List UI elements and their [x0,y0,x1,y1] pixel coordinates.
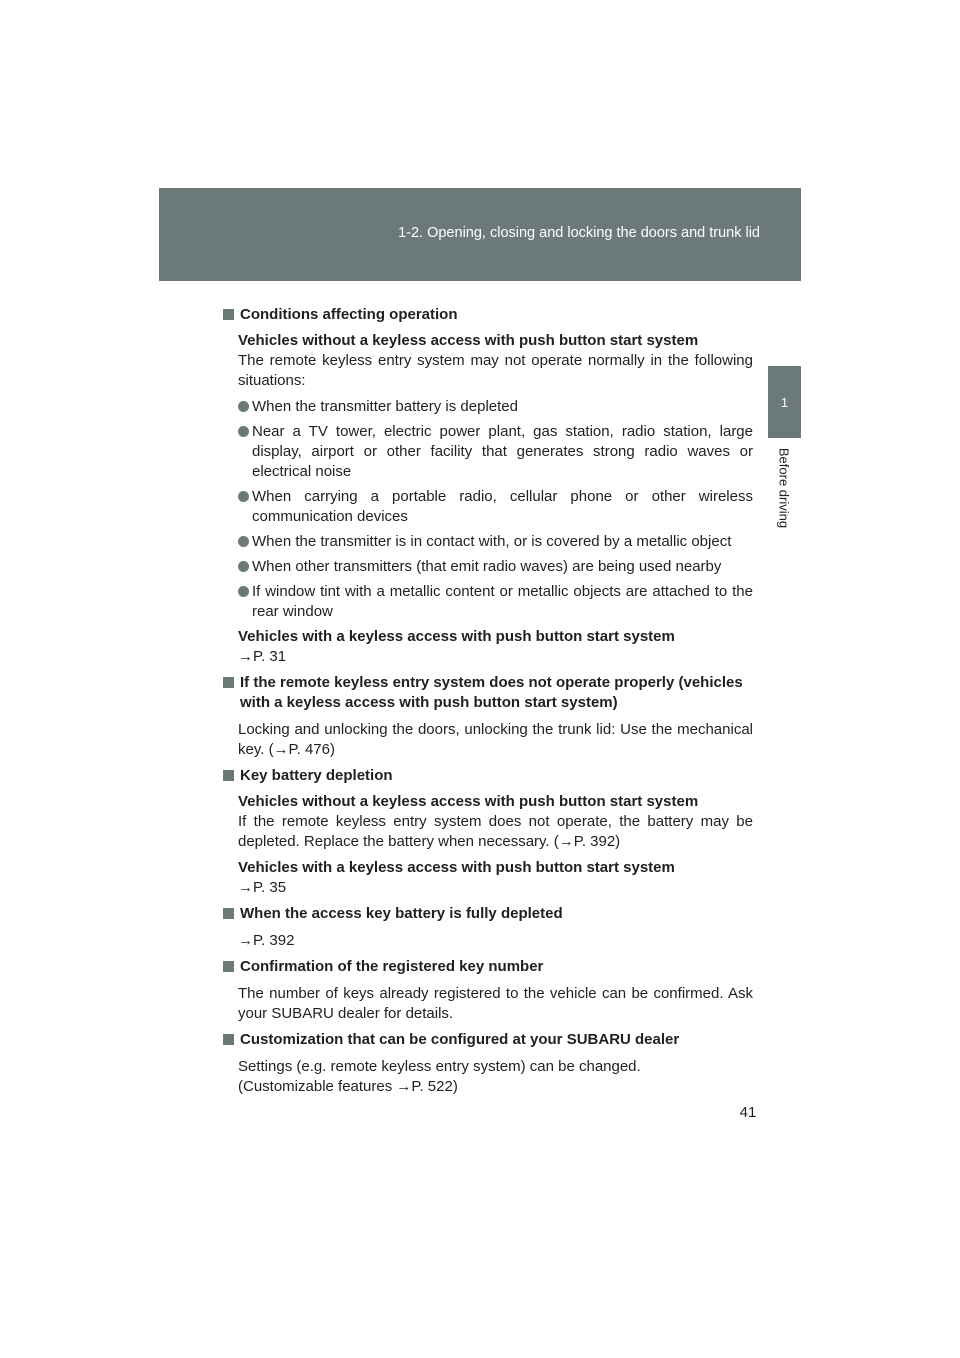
heading-text: Key battery depletion [240,767,393,784]
heading-text: When the access key battery is fully depleted [240,905,563,922]
paragraph: If the remote keyless entry system does not operate, the battery may be depleted. Replace the battery when necessary. (→P. 392) [238,813,753,850]
page-reference: →P. 392 [238,932,295,949]
heading-text: Conditions affecting operation [240,306,458,323]
circle-bullet-icon [238,586,249,597]
square-bullet-icon [223,1034,234,1045]
square-bullet-icon [223,961,234,972]
heading-text: If the remote keyless entry system does not operate properly (vehicles with a keyless access with push button start system) [240,674,743,711]
bullet-item [223,487,753,527]
chapter-tab [768,366,801,438]
circle-bullet-icon [238,401,249,412]
circle-bullet-icon [238,426,249,437]
subheading: Vehicles without a keyless access with push button start system [238,332,699,349]
section-heading [223,1030,753,1050]
heading-text: Confirmation of the registered key number [240,958,544,975]
circle-bullet-icon [238,561,249,572]
page-number: 41 [739,1104,757,1121]
subheading: Vehicles with a keyless access with push button start system [238,628,675,645]
header-band [159,188,801,281]
subheading: Vehicles with a keyless access with push button start system [238,859,675,876]
bullet-text: When other transmitters (that emit radio waves) are being used nearby [252,558,722,575]
bullet-text: Near a TV tower, electric power plant, gas station, radio station, large display, airport or other facility that generates strong radio waves or electrical noise [252,423,753,480]
chapter-number: 1 [780,394,789,410]
page-reference: →P. 31 [238,648,287,665]
square-bullet-icon [223,677,234,688]
circle-bullet-icon [238,491,249,502]
bullet-text: When the transmitter battery is depleted [252,398,518,415]
paragraph: The remote keyless entry system may not operate normally in the following situations: [238,352,753,389]
bullet-item [223,422,753,482]
section-heading [223,957,753,977]
section-heading [223,766,753,786]
bullet-item [223,532,753,552]
square-bullet-icon [223,908,234,919]
page-content [223,305,753,1097]
paragraph-line: (Customizable features →P. 522) [238,1078,458,1095]
bullet-text: When carrying a portable radio, cellular phone or other wireless communication devices [252,488,753,525]
bullet-item [223,557,753,577]
bullet-item [223,397,753,417]
section-heading [223,305,753,325]
square-bullet-icon [223,309,234,320]
subheading: Vehicles without a keyless access with push button start system [238,793,699,810]
bullet-text: If window tint with a metallic content or metallic objects are attached to the rear window [252,583,753,620]
section-heading [223,904,753,924]
bullet-text: When the transmitter is in contact with, or is covered by a metallic object [252,533,732,550]
section-heading [223,673,753,713]
page-reference: →P. 35 [238,879,287,896]
heading-text: Customization that can be configured at your SUBARU dealer [240,1031,680,1048]
paragraph: The number of keys already registered to the vehicle can be confirmed. Ask your SUBARU dealer for details. [238,985,753,1022]
section-title: 1-2. Opening, closing and locking the doors and trunk lid [398,225,760,241]
square-bullet-icon [223,770,234,781]
circle-bullet-icon [238,536,249,547]
paragraph-line: Settings (e.g. remote keyless entry system) can be changed. [238,1058,641,1075]
paragraph: Locking and unlocking the doors, unlocking the trunk lid: Use the mechanical key. (→P. 476) [238,721,753,758]
chapter-label: Before driving [776,447,792,529]
bullet-item [223,582,753,622]
